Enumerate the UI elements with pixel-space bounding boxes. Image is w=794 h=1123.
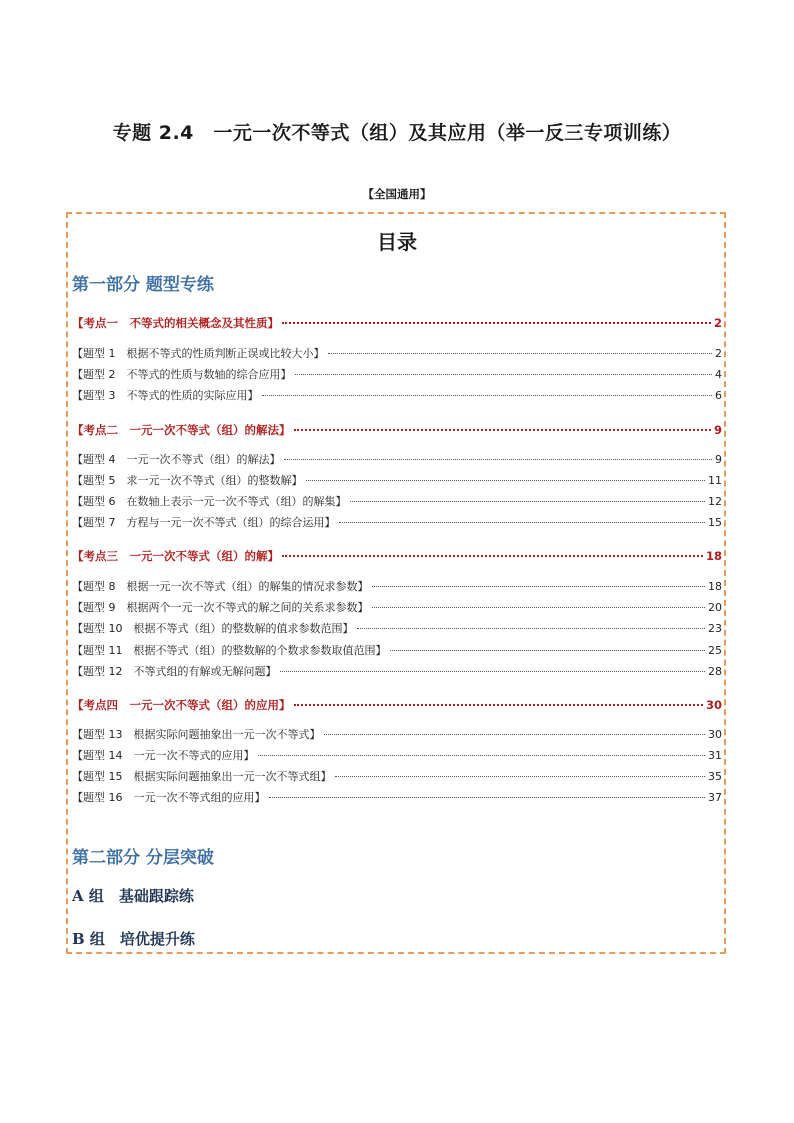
toc-page-number: 30	[705, 698, 722, 712]
toc-page-number: 23	[708, 622, 722, 635]
dot-leader	[284, 459, 713, 460]
toc-item[interactable]	[72, 621, 722, 637]
toc-page-number: 2	[715, 347, 722, 360]
dot-leader	[282, 555, 703, 557]
toc-page-number: 28	[708, 665, 722, 678]
toc-page-number: 31	[708, 749, 722, 762]
toc-section-label: 【考点三 一元一次不等式（组）的解】	[72, 549, 279, 563]
toc-item-label: 【题型 6 在数轴上表示一元一次不等式（组）的解集】	[72, 495, 347, 508]
toc-section-label: 【考点四 一元一次不等式（组）的应用】	[72, 698, 291, 712]
dot-leader	[350, 501, 706, 502]
toc-section-label: 【考点一 不等式的相关概念及其性质】	[72, 316, 279, 330]
toc-page-number: 30	[708, 728, 722, 741]
dot-leader	[262, 395, 713, 396]
toc-item[interactable]	[72, 727, 722, 743]
toc-page-number: 2	[713, 316, 722, 330]
dot-leader	[306, 480, 706, 481]
dot-leader	[357, 628, 706, 629]
toc-item-label: 【题型 3 不等式的性质的实际应用】	[72, 389, 259, 402]
toc-item-label: 【题型 8 根据一元一次不等式（组）的解集的情况求参数】	[72, 580, 369, 593]
toc-page-number: 18	[708, 580, 722, 593]
toc-page-number: 9	[713, 423, 722, 437]
toc-item-label: 【题型 13 根据实际问题抽象出一元一次不等式】	[72, 728, 321, 741]
dot-leader	[372, 607, 706, 608]
toc-item-label: 【题型 11 根据不等式（组）的整数解的个数求参数取值范围】	[72, 644, 387, 657]
toc-page-number: 12	[708, 495, 722, 508]
toc-page-number: 37	[708, 791, 722, 804]
toc-item[interactable]	[72, 452, 722, 468]
dot-leader	[294, 429, 711, 431]
dot-leader	[269, 797, 706, 798]
toc-item-label: 【题型 12 不等式组的有解或无解问题】	[72, 665, 277, 678]
toc-section-label: 【考点二 一元一次不等式（组）的解法】	[72, 423, 291, 437]
toc-item[interactable]	[72, 643, 722, 659]
toc-item-label: 【题型 1 根据不等式的性质判断正误或比较大小】	[72, 347, 325, 360]
toc-item[interactable]	[72, 473, 722, 489]
toc-section[interactable]	[72, 315, 722, 331]
toc-page-number: 18	[705, 549, 722, 563]
dot-leader	[324, 734, 706, 735]
toc-item[interactable]	[72, 367, 722, 383]
toc-item[interactable]	[72, 515, 722, 531]
group-b-link[interactable]: B 组 培优提升练	[72, 930, 195, 948]
scope-label: 【全国通用】	[362, 187, 432, 201]
dot-leader	[295, 374, 713, 375]
toc-item-label: 【题型 10 根据不等式（组）的整数解的值求参数范围】	[72, 622, 354, 635]
toc-item[interactable]	[72, 600, 722, 616]
toc-item-label: 【题型 14 一元一次不等式的应用】	[72, 749, 255, 762]
toc-item-label: 【题型 16 一元一次不等式组的应用】	[72, 791, 266, 804]
toc-item[interactable]	[72, 388, 722, 404]
toc-item[interactable]	[72, 346, 722, 362]
toc-page-number: 35	[708, 770, 722, 783]
dot-leader	[282, 322, 711, 324]
toc-page-number: 6	[715, 389, 722, 402]
toc-item-label: 【题型 4 一元一次不等式（组）的解法】	[72, 453, 281, 466]
dot-leader	[294, 704, 703, 706]
toc-item[interactable]	[72, 579, 722, 595]
toc-section[interactable]	[72, 548, 722, 564]
dot-leader	[335, 776, 706, 777]
part2-title: 第二部分 分层突破	[72, 848, 214, 868]
toc-page-number: 9	[715, 453, 722, 466]
document-title: 专题 2.4 一元一次不等式（组）及其应用（举一反三专项训练）	[112, 122, 682, 144]
toc-item-label: 【题型 5 求一元一次不等式（组）的整数解】	[72, 474, 303, 487]
toc-page-number: 20	[708, 601, 722, 614]
toc-item-label: 【题型 15 根据实际问题抽象出一元一次不等式组】	[72, 770, 332, 783]
toc-page-number: 11	[708, 474, 722, 487]
toc-item-label: 【题型 7 方程与一元一次不等式（组）的综合运用】	[72, 516, 336, 529]
toc-page-number: 4	[715, 368, 722, 381]
toc-section[interactable]	[72, 422, 722, 438]
dot-leader	[258, 755, 706, 756]
group-a-link[interactable]: A 组 基础跟踪练	[72, 887, 194, 905]
toc-item-label: 【题型 2 不等式的性质与数轴的综合应用】	[72, 368, 292, 381]
dot-leader	[390, 650, 706, 651]
toc-item[interactable]	[72, 664, 722, 680]
toc-item[interactable]	[72, 748, 722, 764]
toc-page-number: 25	[708, 644, 722, 657]
dot-leader	[328, 353, 713, 354]
toc-item[interactable]	[72, 790, 722, 806]
toc-item[interactable]	[72, 769, 722, 785]
dot-leader	[280, 671, 706, 672]
part1-title: 第一部分 题型专练	[72, 275, 214, 295]
toc-heading: 目录	[377, 230, 417, 254]
toc-page-number: 15	[708, 516, 722, 529]
toc-section[interactable]	[72, 697, 722, 713]
toc-item[interactable]	[72, 494, 722, 510]
dot-leader	[339, 522, 706, 523]
dot-leader	[372, 586, 706, 587]
toc-item-label: 【题型 9 根据两个一元一次不等式的解之间的关系求参数】	[72, 601, 369, 614]
